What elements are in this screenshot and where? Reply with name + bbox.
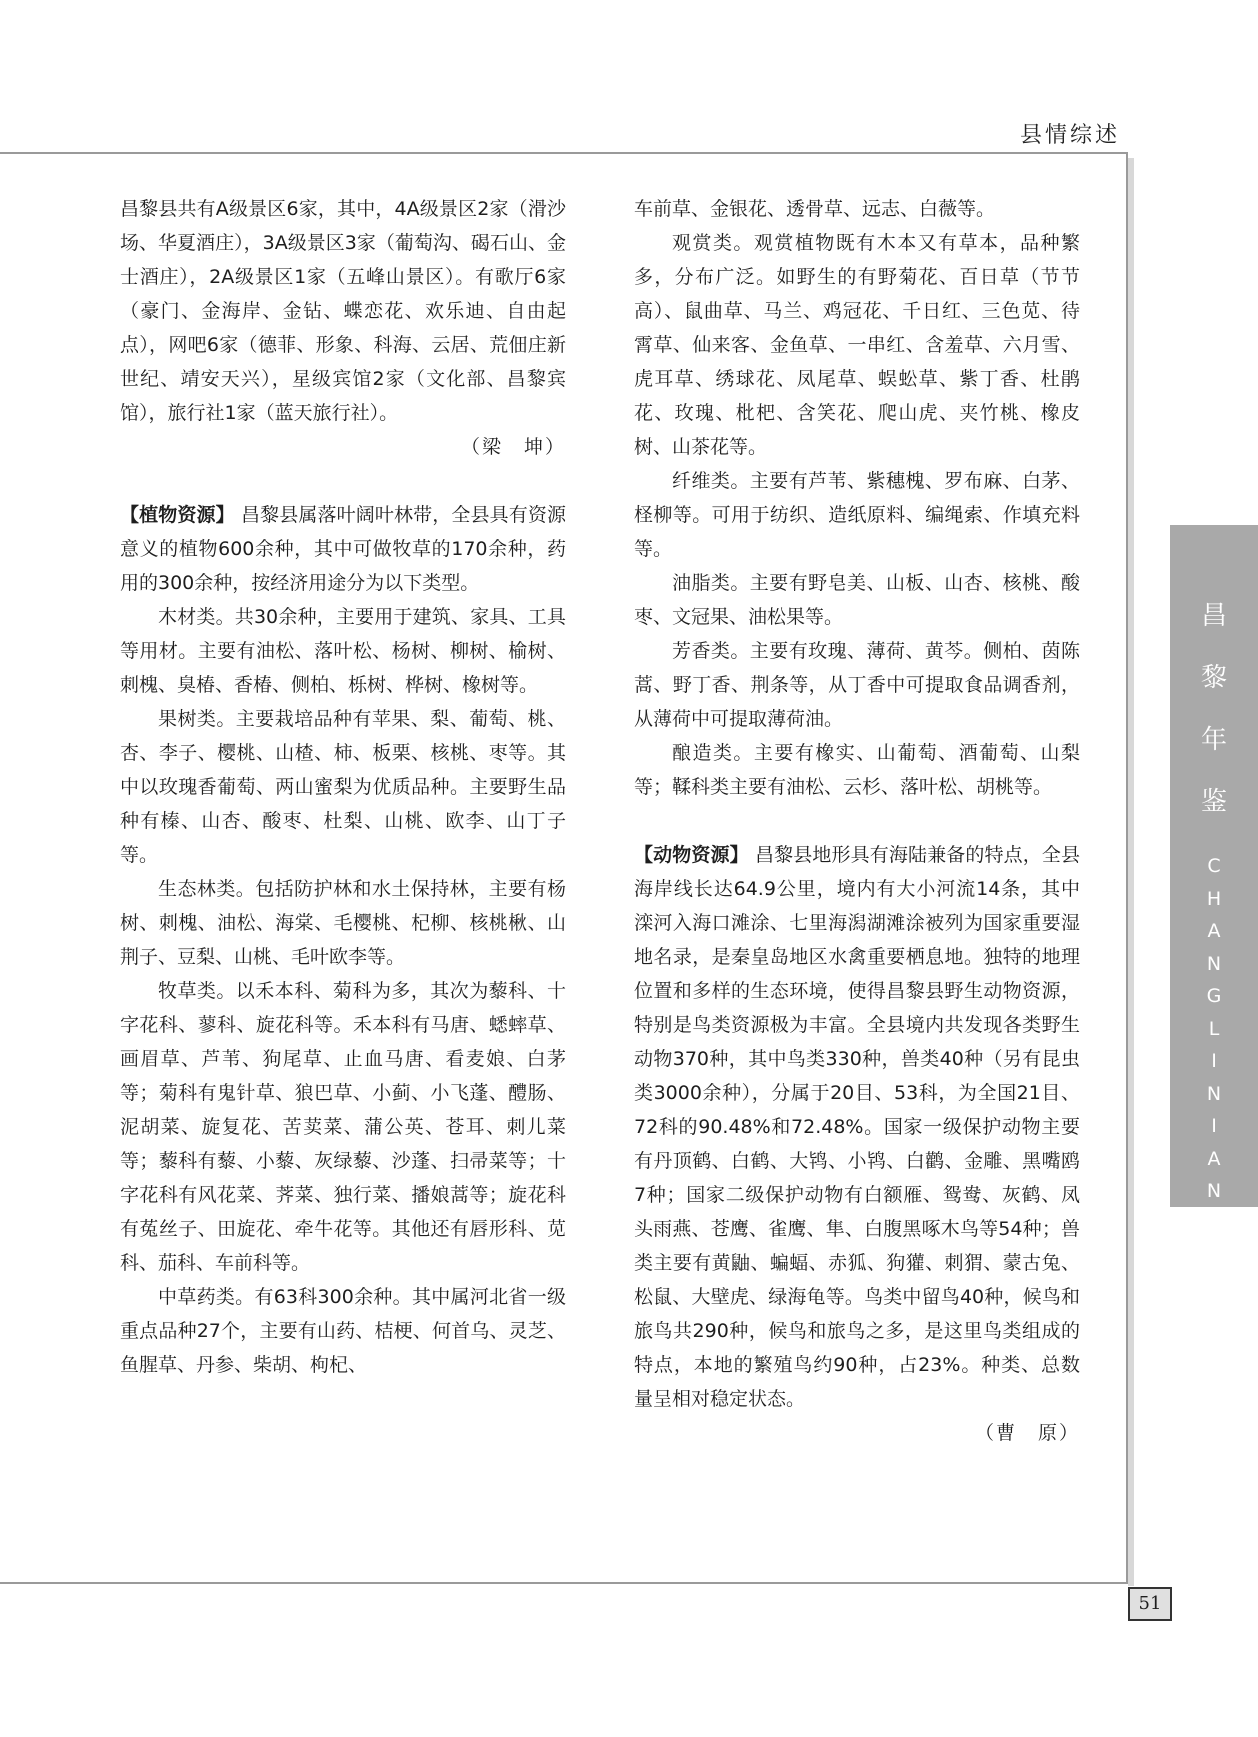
animal-resources-paragraph [634,838,1080,1416]
plant-resources-paragraph [120,498,566,600]
animal-resources-body: 昌黎县地形具有海陆兼备的特点，全县海岸线长达64.9公里，境内有大小河流14条，其中滦河入海口滩涂、七里海潟湖滩涂被列为国家重要湿地名录，是秦皇岛地区水禽重要栖息地。独特的地理位置和多样的生态环境，使得昌黎县野生动物资源，特别是鸟类资源极为丰富。全县境内共发现各类野生动物370种，其中鸟类330种，兽类40种（另有昆虫类3000余种），分属于20目、53科，为全国21目、72科的90.48%和72.48%。国家一级保护动物主要有丹顶鹤、白鹤、大鸨、小鸨、白鹳、金雕、黑嘴鸥7种；国家二级保护动物有白额雁、鸳鸯、灰鹤、凤头雨燕、苍鹰、雀鹰、隼、白腹黑啄木鸟等54种；兽类主要有黄鼬、蝙蝠、赤狐、狗獾、刺猬、蒙古兔、松鼠、大壁虎、绿海龟等。鸟类中留鸟40种，候鸟和旅鸟共290种，候鸟和旅鸟之多，是这里鸟类组成的特点，本地的繁殖鸟约90种，占23%。种类、总数量呈相对稳定状态。 [634,844,1080,1410]
pinyin-letter: J [1211,1212,1217,1235]
aromatic-paragraph: 芳香类。主要有玫瑰、薄荷、黄芩。侧柏、茵陈蒿、野丁香、荆条等，从丁香中可提取食品调香剂，从薄荷中可提取薄荷油。 [634,640,1080,730]
pinyin-letter: G [1206,985,1222,1007]
yearbook-side-tab [1170,525,1258,1332]
pinyin-letter: N [1206,1310,1222,1332]
frame-shadow [1128,158,1134,1586]
fruit-paragraph: 果树类。主要栽培品种有苹果、梨、葡萄、桃、杏、李子、樱桃、山楂、柿、板栗、核桃、枣等。其中以玫瑰香葡萄、两山蜜梨为优质品种。主要野生品种有榛、山杏、酸枣、杜梨、山桃、欧李、山丁子等。 [120,708,566,866]
pinyin-letter: I [1211,1115,1217,1137]
side-tab-char: 鉴 [1200,787,1227,817]
ecology-paragraph: 生态林类。包括防护林和水土保持林，主要有杨树、刺槐、油松、海棠、毛樱桃、杞柳、核桃楸、山荆子、豆梨、山桃、毛叶欧李等。 [120,878,566,968]
author-signature: （梁 坤） [460,436,566,458]
side-tab-pinyin [1170,850,1258,1338]
herbal-paragraph: 中草药类。有63科300余种。其中属河北省一级重点品种27个，主要有山药、桔梗、何首乌、灵芝、鱼腥草、丹参、柴胡、枸杞、 [120,1286,566,1376]
pinyin-letter: L [1208,1017,1220,1040]
pinyin-letter: I [1211,1050,1217,1072]
pinyin-letter: A [1207,1277,1221,1300]
ornamental-paragraph: 观赏类。观赏植物既有木本又有草本，品种繁多，分布广泛。如野生的有野菊花、百日草（节节高）、鼠曲草、马兰、鸡冠花、千日红、三色苋、待霄草、仙来客、金鱼草、一串红、含羞草、六月雪、虎耳草、绣球花、凤尾草、蜈蚣草、紫丁香、杜鹃花、玫瑰、枇杷、含笑花、爬山虎、夹竹桃、橡皮树、山茶花等。 [634,232,1080,458]
right-column [634,192,1080,1450]
side-tab-char: 年 [1200,725,1227,755]
section-gap [634,804,1080,838]
side-tab-char: 黎 [1200,663,1227,693]
frame-bottom-rule [0,1582,1128,1584]
brewing-paragraph: 酿造类。主要有橡实、山葡萄、酒葡萄、山梨等；鞣科类主要有油松、云杉、落叶松、胡桃等。 [634,742,1080,798]
pinyin-letter: A [1207,920,1221,942]
pinyin-letter: N [1206,952,1222,975]
pinyin-letter: H [1206,887,1222,910]
side-tab-char: 昌 [1200,601,1227,631]
pinyin-letter: I [1211,1245,1217,1267]
timber-paragraph: 木材类。共30余种，主要用于建筑、家具、工具等用材。主要有油松、落叶松、杨树、柳树、榆树、刺槐、臭椿、香椿、侧柏、栎树、桦树、橡树等。 [120,606,566,696]
plant-resources-intro: 昌黎县属落叶阔叶林带，全县具有资源意义的植物600余种，其中可做牧草的170余种，药用的300余种，按经济用途分为以下类型。 [120,504,566,594]
pinyin-letter: C [1207,855,1221,877]
section-gap [120,464,566,498]
oil-paragraph: 油脂类。主要有野皂美、山板、山杏、核桃、酸枣、文冠果、油松果等。 [634,572,1080,628]
pinyin-letter: A [1207,1147,1221,1170]
tourism-paragraph: 昌黎县共有A级景区6家，其中，4A级景区2家（滑沙场、华夏酒庄），3A级景区3家（葡萄沟、碣石山、金士酒庄），2A级景区1家（五峰山景区）。有歌厅6家（豪门、金海岸、金钻、蝶恋花、欢乐迪、自由起点），网吧6家（德菲、形象、科海、云居、荒佃庄新世纪、靖安天兴），星级宾馆2家（文化部、昌黎宾馆），旅行社1家（蓝天旅行社）。 [120,198,566,424]
frame-top-rule [0,152,1128,154]
page-number: 51 [1128,1587,1172,1621]
fiber-paragraph: 纤维类。主要有芦苇、紫穗槐、罗布麻、白茅、柽柳等。可用于纺织、造纸原料、编绳索、作填充料等。 [634,470,1080,560]
herbal-continued: 车前草、金银花、透骨草、远志、白薇等。 [634,198,996,220]
plant-resources-heading: 【植物资源】 [120,504,235,526]
section-title: 县情综述 [1020,123,1121,148]
pinyin-letter: N [1206,1082,1222,1105]
left-column [120,192,566,1382]
pinyin-letter: N [1206,1180,1222,1202]
author-signature: （曹 原） [974,1422,1080,1444]
animal-resources-heading: 【动物资源】 [634,844,749,866]
forage-paragraph: 牧草类。以禾本科、菊科为多，其次为藜科、十字花科、蓼科、旋花科等。禾本科有马唐、蟋蟀草、画眉草、芦苇、狗尾草、止血马唐、看麦娘、白茅等；菊科有鬼针草、狼巴草、小蓟、小飞蓬、醴肠、泥胡菜、旋复花、苦荬菜、蒲公英、苍耳、刺儿菜等；藜科有藜、小藜、灰绿藜、沙蓬、扫帚菜等；十字花科有风花菜、荠菜、独行菜、播娘蒿等；旋花科有菟丝子、田旋花、牵牛花等。其他还有唇形科、苋科、茄科、车前科等。 [120,980,566,1274]
